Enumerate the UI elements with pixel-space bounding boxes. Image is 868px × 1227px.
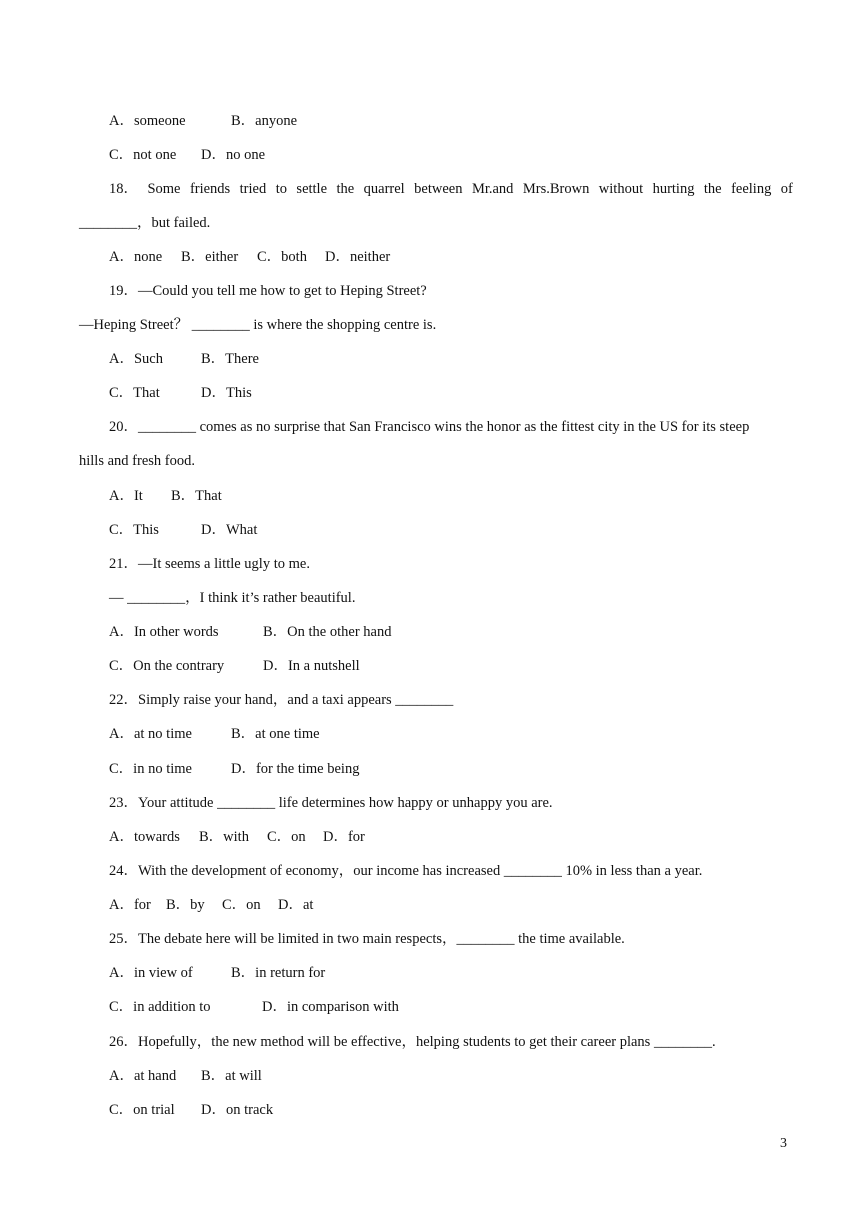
q24-stem: 24．With the development of economy，our income has increased ________ 10% in less than a year.	[109, 863, 703, 879]
q26-options-row-1	[109, 1067, 262, 1085]
q23-option-a: A．towards	[109, 829, 180, 845]
q21-option-a: A．In other words	[109, 624, 219, 640]
q19-stem: 19．—Could you tell me how to get to Heping Street?	[109, 283, 427, 299]
q24-option-d: D．at	[278, 897, 314, 913]
q18-word: tried	[239, 181, 267, 197]
q22-options-row-2	[109, 760, 359, 778]
q18-word: of	[780, 181, 793, 197]
q22-option-d: D．for the time being	[231, 761, 360, 777]
q26-stem: 26．Hopefully，the new method will be effective，helping students to get their career plans ________.	[109, 1034, 716, 1050]
q18-stem-line-1	[109, 180, 793, 198]
q18-word: to	[275, 181, 287, 197]
q17-option-c: C．not one	[109, 147, 177, 163]
q19-option-b: B．There	[201, 351, 259, 367]
q18-word: Mr.and	[471, 181, 514, 197]
q18-word: the	[336, 181, 355, 197]
q23-options-row	[109, 828, 365, 846]
q24-option-b: B．by	[166, 897, 205, 913]
q17-options-row-1	[109, 112, 297, 130]
q24-options-row	[109, 896, 313, 914]
q18-word: quarrel	[363, 181, 405, 197]
q20-stem-line-1: 20．________ comes as no surprise that San Francisco wins the honor as the fittest city in the US for its steep	[109, 419, 750, 435]
q20-option-c: C．This	[109, 522, 159, 538]
q21-options-row-2	[109, 657, 360, 675]
q19-option-d: D．This	[201, 385, 252, 401]
q18-word: feeling	[731, 181, 772, 197]
q21-option-d: D．In a nutshell	[263, 658, 360, 674]
q26-option-b: B．at will	[201, 1068, 262, 1084]
q20-options-row-1	[109, 487, 222, 505]
q18-word: friends	[189, 181, 231, 197]
q26-options-row-2	[109, 1101, 273, 1119]
q18-word: Mrs.Brown	[522, 181, 590, 197]
q18-word: hurting	[652, 181, 695, 197]
page-number: 3	[780, 1136, 787, 1151]
q19-option-c: C．That	[109, 385, 160, 401]
q18-option-d: D．neither	[325, 249, 391, 265]
q23-option-d: D．for	[323, 829, 365, 845]
q18-option-b: B．either	[181, 249, 239, 265]
q18-option-c: C．both	[257, 249, 307, 265]
q17-option-b: B．anyone	[231, 113, 298, 129]
q19-line-2: —Heping Street？ ________ is where the shopping centre is.	[79, 317, 437, 333]
q18-word: 18．	[109, 181, 138, 197]
q25-option-a: A．in view of	[109, 965, 193, 981]
q19-options-row-2	[109, 384, 252, 402]
q22-stem: 22．Simply raise your hand，and a taxi appears ________	[109, 692, 454, 708]
q18-word: between	[414, 181, 463, 197]
q19-option-a: A．Such	[109, 351, 163, 367]
q24-option-c: C．on	[222, 897, 261, 913]
q20-option-d: D．What	[201, 522, 258, 538]
q25-option-b: B．in return for	[231, 965, 326, 981]
q20-option-a: A．It	[109, 488, 143, 504]
q20-stem-line-2: hills and fresh food.	[79, 453, 195, 469]
q23-stem: 23．Your attitude ________ life determines how happy or unhappy you are.	[109, 795, 553, 811]
q24-option-a: A．for	[109, 897, 151, 913]
q20-options-row-2	[109, 521, 257, 539]
q21-stem: 21．—It seems a little ugly to me.	[109, 556, 310, 572]
q22-option-c: C．in no time	[109, 761, 192, 777]
q25-option-d: D．in comparison with	[262, 999, 399, 1015]
q23-option-c: C．on	[267, 829, 306, 845]
q25-options-row-2	[109, 998, 399, 1016]
q18-word: settle	[296, 181, 328, 197]
q25-options-row-1	[109, 964, 325, 982]
q18-word: without	[598, 181, 644, 197]
q26-option-c: C．on trial	[109, 1102, 175, 1118]
q26-option-a: A．at hand	[109, 1068, 177, 1084]
q21-line-2: — ________，I think it’s rather beautiful.	[109, 590, 356, 606]
q18-word: the	[703, 181, 722, 197]
q21-option-c: C．On the contrary	[109, 658, 225, 674]
q17-option-d: D．no one	[201, 147, 266, 163]
q17-options-row-2	[109, 146, 265, 164]
q22-option-b: B．at one time	[231, 726, 320, 742]
q18-word: Some	[147, 181, 181, 197]
q18-stem-line-2: ________，but failed.	[79, 215, 211, 231]
q22-option-a: A．at no time	[109, 726, 192, 742]
q19-options-row-1	[109, 350, 259, 368]
q21-options-row-1	[109, 623, 391, 641]
q25-option-c: C．in addition to	[109, 999, 211, 1015]
q17-option-a: A．someone	[109, 113, 186, 129]
q25-stem: 25．The debate here will be limited in two main respects，________ the time available.	[109, 931, 625, 947]
q23-option-b: B．with	[199, 829, 249, 845]
q18-options-row	[109, 248, 390, 266]
q22-options-row-1	[109, 725, 320, 743]
q26-option-d: D．on track	[201, 1102, 274, 1118]
q20-option-b: B．That	[171, 488, 222, 504]
q18-option-a: A．none	[109, 249, 163, 265]
q21-option-b: B．On the other hand	[263, 624, 392, 640]
